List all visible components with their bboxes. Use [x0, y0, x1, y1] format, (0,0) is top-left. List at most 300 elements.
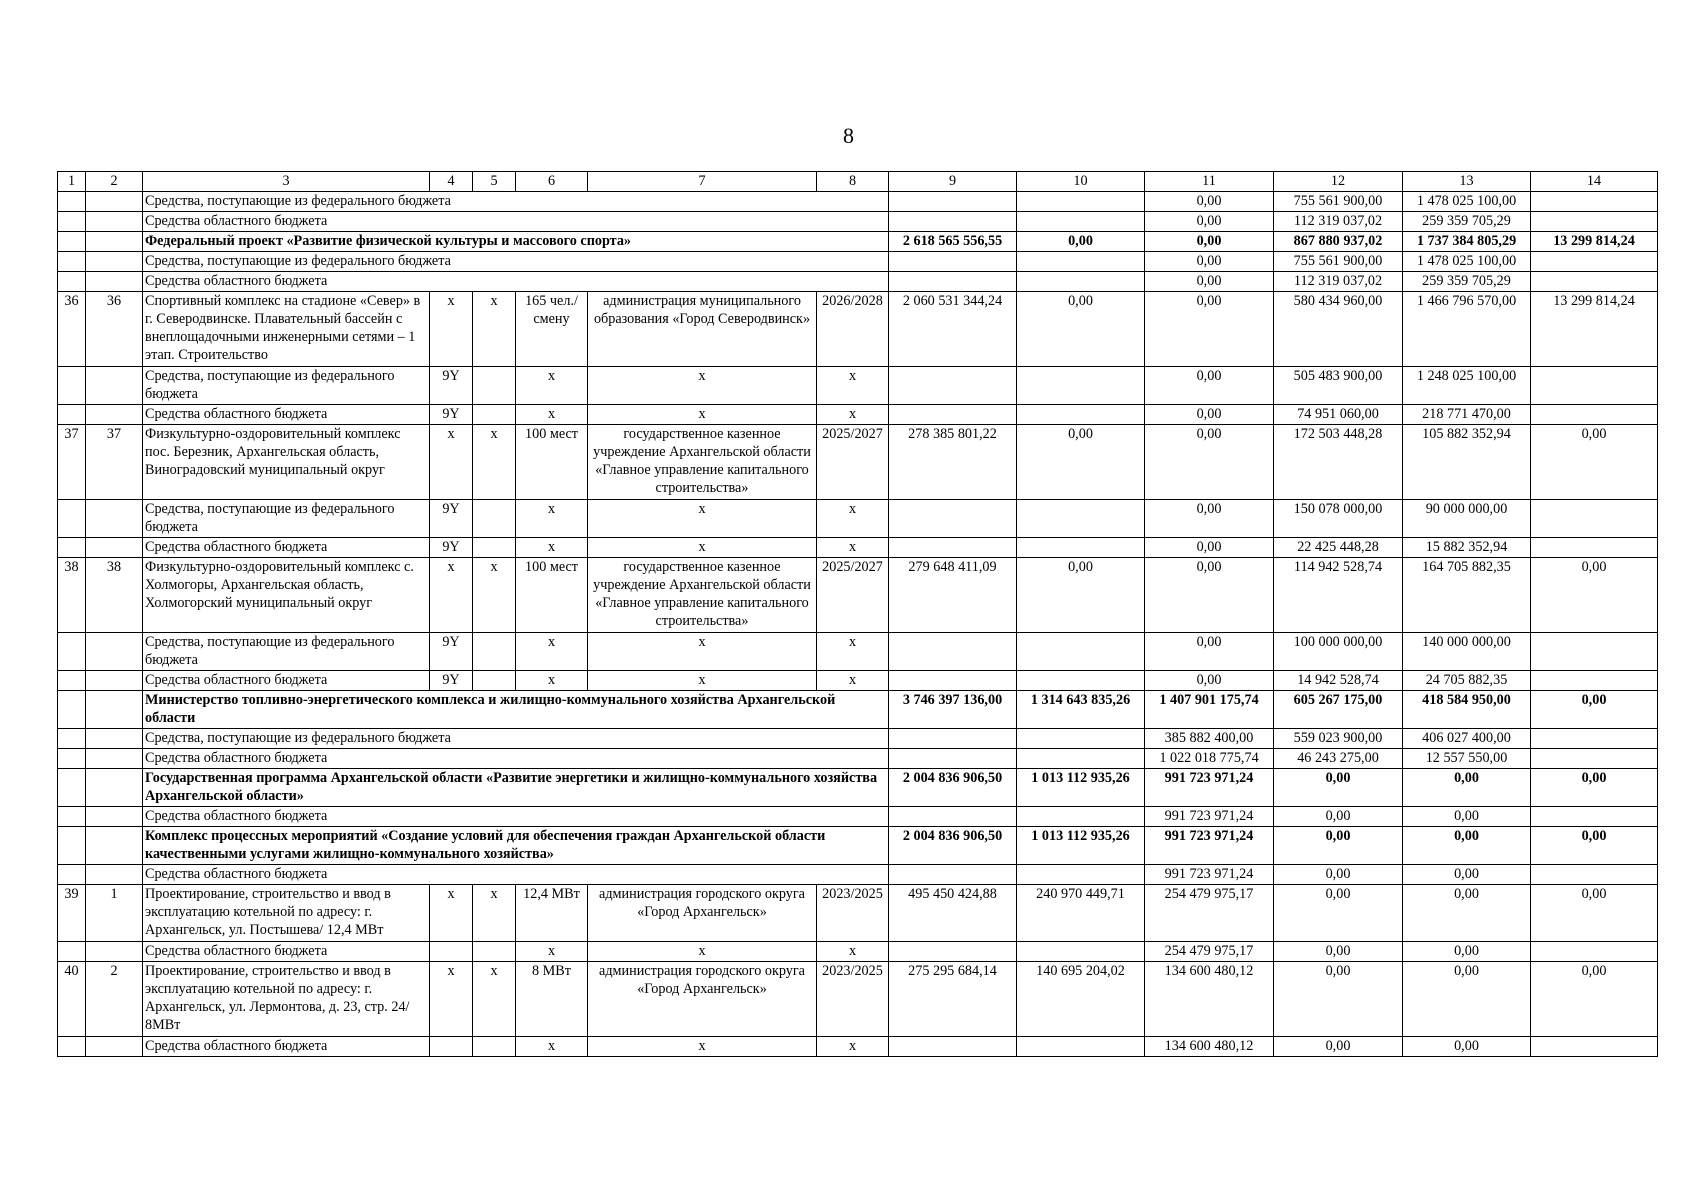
cell-c14: 0,00	[1531, 827, 1658, 865]
column-header-5: 5	[473, 172, 516, 192]
cell-c4	[430, 942, 473, 962]
cell-c4: х	[430, 425, 473, 500]
cell-c14	[1531, 538, 1658, 558]
cell-index	[86, 192, 143, 212]
cell-c10: 1 314 643 835,26	[1017, 691, 1145, 729]
cell-c4: х	[430, 962, 473, 1037]
cell-c9	[889, 807, 1017, 827]
cell-capacity: х	[516, 405, 588, 425]
cell-c14: 13 299 814,24	[1531, 292, 1658, 367]
cell-number	[58, 500, 86, 538]
cell-responsible: х	[588, 1037, 817, 1057]
cell-name: Средства областного бюджета	[143, 865, 889, 885]
cell-c10	[1017, 729, 1145, 749]
cell-c11: 0,00	[1145, 212, 1274, 232]
cell-name: Средства областного бюджета	[143, 807, 889, 827]
cell-c14	[1531, 633, 1658, 671]
cell-c11: 1 022 018 775,74	[1145, 749, 1274, 769]
cell-c9: 2 060 531 344,24	[889, 292, 1017, 367]
table-row	[58, 749, 1658, 769]
cell-c5: х	[473, 962, 516, 1037]
cell-c14	[1531, 367, 1658, 405]
cell-c12: 0,00	[1274, 942, 1403, 962]
cell-c14	[1531, 671, 1658, 691]
cell-c10	[1017, 538, 1145, 558]
cell-capacity: х	[516, 1037, 588, 1057]
cell-c12: 0,00	[1274, 885, 1403, 942]
cell-c10	[1017, 500, 1145, 538]
cell-c11: 0,00	[1145, 538, 1274, 558]
cell-c13: 0,00	[1403, 807, 1531, 827]
column-header-6: 6	[516, 172, 588, 192]
cell-name: Средства областного бюджета	[143, 538, 430, 558]
table-row	[58, 865, 1658, 885]
cell-period: 2023/2025	[817, 962, 889, 1037]
cell-c14: 0,00	[1531, 769, 1658, 807]
cell-number	[58, 749, 86, 769]
cell-number	[58, 405, 86, 425]
cell-c11: 134 600 480,12	[1145, 1037, 1274, 1057]
cell-c10	[1017, 367, 1145, 405]
cell-c14: 0,00	[1531, 962, 1658, 1037]
column-header-9: 9	[889, 172, 1017, 192]
cell-c13: 0,00	[1403, 827, 1531, 865]
cell-index	[86, 671, 143, 691]
cell-c13: 1 478 025 100,00	[1403, 252, 1531, 272]
column-header-2: 2	[86, 172, 143, 192]
cell-c14: 0,00	[1531, 425, 1658, 500]
cell-c12: 0,00	[1274, 962, 1403, 1037]
cell-c12: 46 243 275,00	[1274, 749, 1403, 769]
cell-c13: 1 478 025 100,00	[1403, 192, 1531, 212]
cell-c14	[1531, 942, 1658, 962]
cell-c9	[889, 633, 1017, 671]
cell-c9: 2 004 836 906,50	[889, 769, 1017, 807]
cell-c11: 991 723 971,24	[1145, 807, 1274, 827]
cell-c9	[889, 538, 1017, 558]
cell-number	[58, 212, 86, 232]
cell-c9: 275 295 684,14	[889, 962, 1017, 1037]
cell-capacity: х	[516, 367, 588, 405]
cell-number	[58, 192, 86, 212]
cell-index	[86, 729, 143, 749]
cell-c12: 100 000 000,00	[1274, 633, 1403, 671]
cell-capacity: х	[516, 500, 588, 538]
table-row	[58, 885, 1658, 942]
cell-index	[86, 691, 143, 729]
table-header-row	[58, 172, 1658, 192]
cell-c14	[1531, 272, 1658, 292]
cell-c14	[1531, 749, 1658, 769]
table-row	[58, 252, 1658, 272]
cell-c12: 0,00	[1274, 827, 1403, 865]
table-row	[58, 425, 1658, 500]
cell-responsible: х	[588, 633, 817, 671]
cell-c12: 505 483 900,00	[1274, 367, 1403, 405]
cell-c12: 755 561 900,00	[1274, 192, 1403, 212]
cell-c13: 259 359 705,29	[1403, 212, 1531, 232]
cell-period: х	[817, 942, 889, 962]
cell-c11: 0,00	[1145, 671, 1274, 691]
cell-c4: 9Y	[430, 367, 473, 405]
cell-c9: 3 746 397 136,00	[889, 691, 1017, 729]
cell-c10	[1017, 1037, 1145, 1057]
cell-responsible: х	[588, 942, 817, 962]
cell-c13: 0,00	[1403, 865, 1531, 885]
cell-c13: 1 737 384 805,29	[1403, 232, 1531, 252]
table-row	[58, 691, 1658, 729]
cell-responsible: администрация городского округа «Город Архангельск»	[588, 962, 817, 1037]
cell-name: Средства, поступающие из федерального бюджета	[143, 633, 430, 671]
cell-c12: 0,00	[1274, 865, 1403, 885]
cell-c5	[473, 633, 516, 671]
cell-c12: 150 078 000,00	[1274, 500, 1403, 538]
cell-c10: 0,00	[1017, 425, 1145, 500]
table-row	[58, 405, 1658, 425]
cell-number: 38	[58, 558, 86, 633]
cell-c13: 15 882 352,94	[1403, 538, 1531, 558]
cell-c4: х	[430, 885, 473, 942]
cell-c4: 9Y	[430, 538, 473, 558]
cell-c14: 0,00	[1531, 558, 1658, 633]
cell-c11: 0,00	[1145, 292, 1274, 367]
cell-c5	[473, 671, 516, 691]
cell-number	[58, 1037, 86, 1057]
cell-c13: 0,00	[1403, 962, 1531, 1037]
cell-responsible: х	[588, 405, 817, 425]
cell-period: х	[817, 405, 889, 425]
cell-name: Физкультурно-оздоровительный комплекс пос. Березник, Архангельская область, Виноградовский муниципальный округ	[143, 425, 430, 500]
cell-c11: 1 407 901 175,74	[1145, 691, 1274, 729]
cell-c12: 0,00	[1274, 1037, 1403, 1057]
cell-c10: 240 970 449,71	[1017, 885, 1145, 942]
cell-name: Средства областного бюджета	[143, 212, 889, 232]
table-row	[58, 212, 1658, 232]
cell-c9	[889, 942, 1017, 962]
cell-c11: 0,00	[1145, 232, 1274, 252]
cell-c9	[889, 405, 1017, 425]
cell-name: Физкультурно-оздоровительный комплекс с. Холмогоры, Архангельская область, Холмогорский муниципальный округ	[143, 558, 430, 633]
cell-index	[86, 500, 143, 538]
column-header-10: 10	[1017, 172, 1145, 192]
cell-name: Средства областного бюджета	[143, 272, 889, 292]
cell-c9	[889, 367, 1017, 405]
cell-c13: 0,00	[1403, 942, 1531, 962]
cell-number: 36	[58, 292, 86, 367]
cell-capacity: х	[516, 942, 588, 962]
cell-c14	[1531, 500, 1658, 538]
cell-c13: 24 705 882,35	[1403, 671, 1531, 691]
cell-number	[58, 865, 86, 885]
cell-c10	[1017, 633, 1145, 671]
cell-index	[86, 769, 143, 807]
cell-c9	[889, 192, 1017, 212]
cell-capacity: 100 мест	[516, 425, 588, 500]
cell-period: х	[817, 500, 889, 538]
cell-name: Средства, поступающие из федерального бюджета	[143, 500, 430, 538]
cell-responsible: администрация муниципального образования «Город Северодвинск»	[588, 292, 817, 367]
cell-c5: х	[473, 292, 516, 367]
cell-name: Средства областного бюджета	[143, 1037, 430, 1057]
cell-c13: 105 882 352,94	[1403, 425, 1531, 500]
cell-c11: 0,00	[1145, 425, 1274, 500]
table-row	[58, 942, 1658, 962]
table-row	[58, 807, 1658, 827]
cell-c5	[473, 942, 516, 962]
cell-c14	[1531, 729, 1658, 749]
cell-responsible: х	[588, 367, 817, 405]
cell-c5: х	[473, 885, 516, 942]
cell-number	[58, 769, 86, 807]
cell-name: Средства, поступающие из федерального бюджета	[143, 192, 889, 212]
cell-c4: 9Y	[430, 500, 473, 538]
table-row	[58, 192, 1658, 212]
table-row	[58, 232, 1658, 252]
cell-capacity: х	[516, 671, 588, 691]
cell-c9	[889, 729, 1017, 749]
cell-c10	[1017, 252, 1145, 272]
column-header-13: 13	[1403, 172, 1531, 192]
cell-c4: 9Y	[430, 671, 473, 691]
column-header-7: 7	[588, 172, 817, 192]
cell-index	[86, 232, 143, 252]
cell-capacity: х	[516, 538, 588, 558]
cell-period: х	[817, 633, 889, 671]
cell-index	[86, 538, 143, 558]
cell-c9	[889, 1037, 1017, 1057]
cell-c13: 0,00	[1403, 769, 1531, 807]
cell-index: 36	[86, 292, 143, 367]
cell-index	[86, 272, 143, 292]
cell-c9: 2 618 565 556,55	[889, 232, 1017, 252]
cell-c10: 0,00	[1017, 558, 1145, 633]
cell-number	[58, 942, 86, 962]
column-header-1: 1	[58, 172, 86, 192]
cell-number: 39	[58, 885, 86, 942]
cell-c10	[1017, 272, 1145, 292]
cell-c14	[1531, 405, 1658, 425]
cell-name: Средства областного бюджета	[143, 942, 430, 962]
cell-c11: 0,00	[1145, 192, 1274, 212]
cell-period: 2025/2027	[817, 558, 889, 633]
cell-c11: 0,00	[1145, 272, 1274, 292]
cell-c4: 9Y	[430, 405, 473, 425]
cell-index: 37	[86, 425, 143, 500]
cell-name: Средства областного бюджета	[143, 749, 889, 769]
cell-c12: 0,00	[1274, 769, 1403, 807]
cell-c13: 140 000 000,00	[1403, 633, 1531, 671]
cell-c11: 0,00	[1145, 367, 1274, 405]
cell-c10: 1 013 112 935,26	[1017, 769, 1145, 807]
cell-c14	[1531, 865, 1658, 885]
cell-c13: 1 248 025 100,00	[1403, 367, 1531, 405]
cell-responsible: государственное казенное учреждение Архангельской области «Главное управление капитального строительства»	[588, 425, 817, 500]
cell-c4: х	[430, 558, 473, 633]
cell-c4	[430, 1037, 473, 1057]
cell-c12: 755 561 900,00	[1274, 252, 1403, 272]
column-header-14: 14	[1531, 172, 1658, 192]
table-row	[58, 272, 1658, 292]
cell-capacity: 100 мест	[516, 558, 588, 633]
cell-c11: 0,00	[1145, 633, 1274, 671]
cell-responsible: х	[588, 671, 817, 691]
cell-name: Проектирование, строительство и ввод в эксплуатацию котельной по адресу: г. Архангельск, ул. Лермонтова, д. 23, стр. 24/ 8МВт	[143, 962, 430, 1037]
cell-c12: 867 880 937,02	[1274, 232, 1403, 252]
table-row	[58, 558, 1658, 633]
cell-c12: 559 023 900,00	[1274, 729, 1403, 749]
cell-c12: 172 503 448,28	[1274, 425, 1403, 500]
cell-capacity: 165 чел./ смену	[516, 292, 588, 367]
cell-c11: 0,00	[1145, 500, 1274, 538]
cell-c5	[473, 367, 516, 405]
cell-index	[86, 1037, 143, 1057]
cell-c9	[889, 865, 1017, 885]
cell-c5	[473, 538, 516, 558]
table-row	[58, 827, 1658, 865]
cell-index	[86, 749, 143, 769]
cell-index: 1	[86, 885, 143, 942]
table-row	[58, 538, 1658, 558]
cell-c12: 112 319 037,02	[1274, 212, 1403, 232]
cell-c11: 385 882 400,00	[1145, 729, 1274, 749]
column-header-4: 4	[430, 172, 473, 192]
cell-index: 38	[86, 558, 143, 633]
cell-index	[86, 807, 143, 827]
cell-number	[58, 272, 86, 292]
cell-number: 40	[58, 962, 86, 1037]
cell-name: Средства, поступающие из федерального бюджета	[143, 367, 430, 405]
cell-c11: 991 723 971,24	[1145, 769, 1274, 807]
cell-name: Министерство топливно-энергетического комплекса и жилищно-коммунального хозяйства Архангельской области	[143, 691, 889, 729]
cell-c9: 2 004 836 906,50	[889, 827, 1017, 865]
column-header-11: 11	[1145, 172, 1274, 192]
budget-table	[57, 171, 1658, 1057]
cell-c11: 991 723 971,24	[1145, 865, 1274, 885]
cell-capacity: 8 МВт	[516, 962, 588, 1037]
table-row	[58, 500, 1658, 538]
cell-c10	[1017, 749, 1145, 769]
cell-c11: 254 479 975,17	[1145, 885, 1274, 942]
cell-responsible: х	[588, 538, 817, 558]
cell-responsible: администрация городского округа «Город Архангельск»	[588, 885, 817, 942]
cell-name: Средства областного бюджета	[143, 405, 430, 425]
cell-c14: 0,00	[1531, 885, 1658, 942]
cell-c10	[1017, 671, 1145, 691]
cell-c11: 0,00	[1145, 558, 1274, 633]
cell-c10	[1017, 192, 1145, 212]
cell-c9: 495 450 424,88	[889, 885, 1017, 942]
cell-number	[58, 232, 86, 252]
cell-c13: 0,00	[1403, 1037, 1531, 1057]
cell-c13: 90 000 000,00	[1403, 500, 1531, 538]
cell-c13: 1 466 796 570,00	[1403, 292, 1531, 367]
cell-c11: 0,00	[1145, 405, 1274, 425]
cell-c10	[1017, 807, 1145, 827]
cell-c9	[889, 671, 1017, 691]
column-header-3: 3	[143, 172, 430, 192]
cell-c13: 164 705 882,35	[1403, 558, 1531, 633]
cell-number	[58, 367, 86, 405]
table-row	[58, 962, 1658, 1037]
cell-c12: 580 434 960,00	[1274, 292, 1403, 367]
cell-c11: 134 600 480,12	[1145, 962, 1274, 1037]
cell-number	[58, 807, 86, 827]
cell-c10: 0,00	[1017, 232, 1145, 252]
cell-c14	[1531, 212, 1658, 232]
table-row	[58, 633, 1658, 671]
cell-c13: 406 027 400,00	[1403, 729, 1531, 749]
cell-responsible: х	[588, 500, 817, 538]
cell-capacity: 12,4 МВт	[516, 885, 588, 942]
cell-period: 2026/2028	[817, 292, 889, 367]
cell-c5	[473, 1037, 516, 1057]
cell-c5	[473, 405, 516, 425]
cell-index: 2	[86, 962, 143, 1037]
table-row	[58, 292, 1658, 367]
cell-number	[58, 691, 86, 729]
table-row	[58, 671, 1658, 691]
cell-name: Проектирование, строительство и ввод в эксплуатацию котельной по адресу: г. Архангельск, ул. Постышева/ 12,4 МВт	[143, 885, 430, 942]
cell-c14: 13 299 814,24	[1531, 232, 1658, 252]
cell-c9	[889, 500, 1017, 538]
column-header-8: 8	[817, 172, 889, 192]
cell-c9: 279 648 411,09	[889, 558, 1017, 633]
cell-c10	[1017, 942, 1145, 962]
cell-capacity: х	[516, 633, 588, 671]
cell-c9	[889, 212, 1017, 232]
cell-c9: 278 385 801,22	[889, 425, 1017, 500]
cell-c13: 218 771 470,00	[1403, 405, 1531, 425]
cell-c13: 259 359 705,29	[1403, 272, 1531, 292]
cell-c10	[1017, 405, 1145, 425]
cell-index	[86, 212, 143, 232]
cell-number	[58, 729, 86, 749]
cell-c12: 74 951 060,00	[1274, 405, 1403, 425]
cell-c9	[889, 272, 1017, 292]
cell-index	[86, 405, 143, 425]
cell-period: 2025/2027	[817, 425, 889, 500]
cell-c13: 12 557 550,00	[1403, 749, 1531, 769]
cell-c12: 112 319 037,02	[1274, 272, 1403, 292]
cell-c12: 605 267 175,00	[1274, 691, 1403, 729]
cell-c14: 0,00	[1531, 691, 1658, 729]
cell-c12: 114 942 528,74	[1274, 558, 1403, 633]
table-row	[58, 729, 1658, 749]
cell-number	[58, 827, 86, 865]
cell-c10: 0,00	[1017, 292, 1145, 367]
cell-name: Средства, поступающие из федерального бюджета	[143, 252, 889, 272]
cell-name: Комплекс процессных мероприятий «Создание условий для обеспечения граждан Архангельской области качественными услугами жилищно-коммунального хозяйства»	[143, 827, 889, 865]
cell-c5: х	[473, 558, 516, 633]
cell-name: Государственная программа Архангельской области «Развитие энергетики и жилищно-коммунального хозяйства Архангельской области»	[143, 769, 889, 807]
cell-c14	[1531, 252, 1658, 272]
cell-period: х	[817, 1037, 889, 1057]
cell-name: Федеральный проект «Развитие физической культуры и массового спорта»	[143, 232, 889, 252]
cell-c13: 418 584 950,00	[1403, 691, 1531, 729]
cell-name: Средства, поступающие из федерального бюджета	[143, 729, 889, 749]
table-row	[58, 1037, 1658, 1057]
cell-period: х	[817, 671, 889, 691]
cell-name: Спортивный комплекс на стадионе «Север» в г. Северодвинске. Плавательный бассейн с внеплощадочными инженерными сетями – 1 этап. Строительство	[143, 292, 430, 367]
cell-c12: 0,00	[1274, 807, 1403, 827]
cell-index	[86, 633, 143, 671]
cell-c10	[1017, 865, 1145, 885]
cell-c11: 0,00	[1145, 252, 1274, 272]
cell-c10: 140 695 204,02	[1017, 962, 1145, 1037]
cell-c14	[1531, 192, 1658, 212]
cell-index	[86, 865, 143, 885]
cell-c11: 254 479 975,17	[1145, 942, 1274, 962]
